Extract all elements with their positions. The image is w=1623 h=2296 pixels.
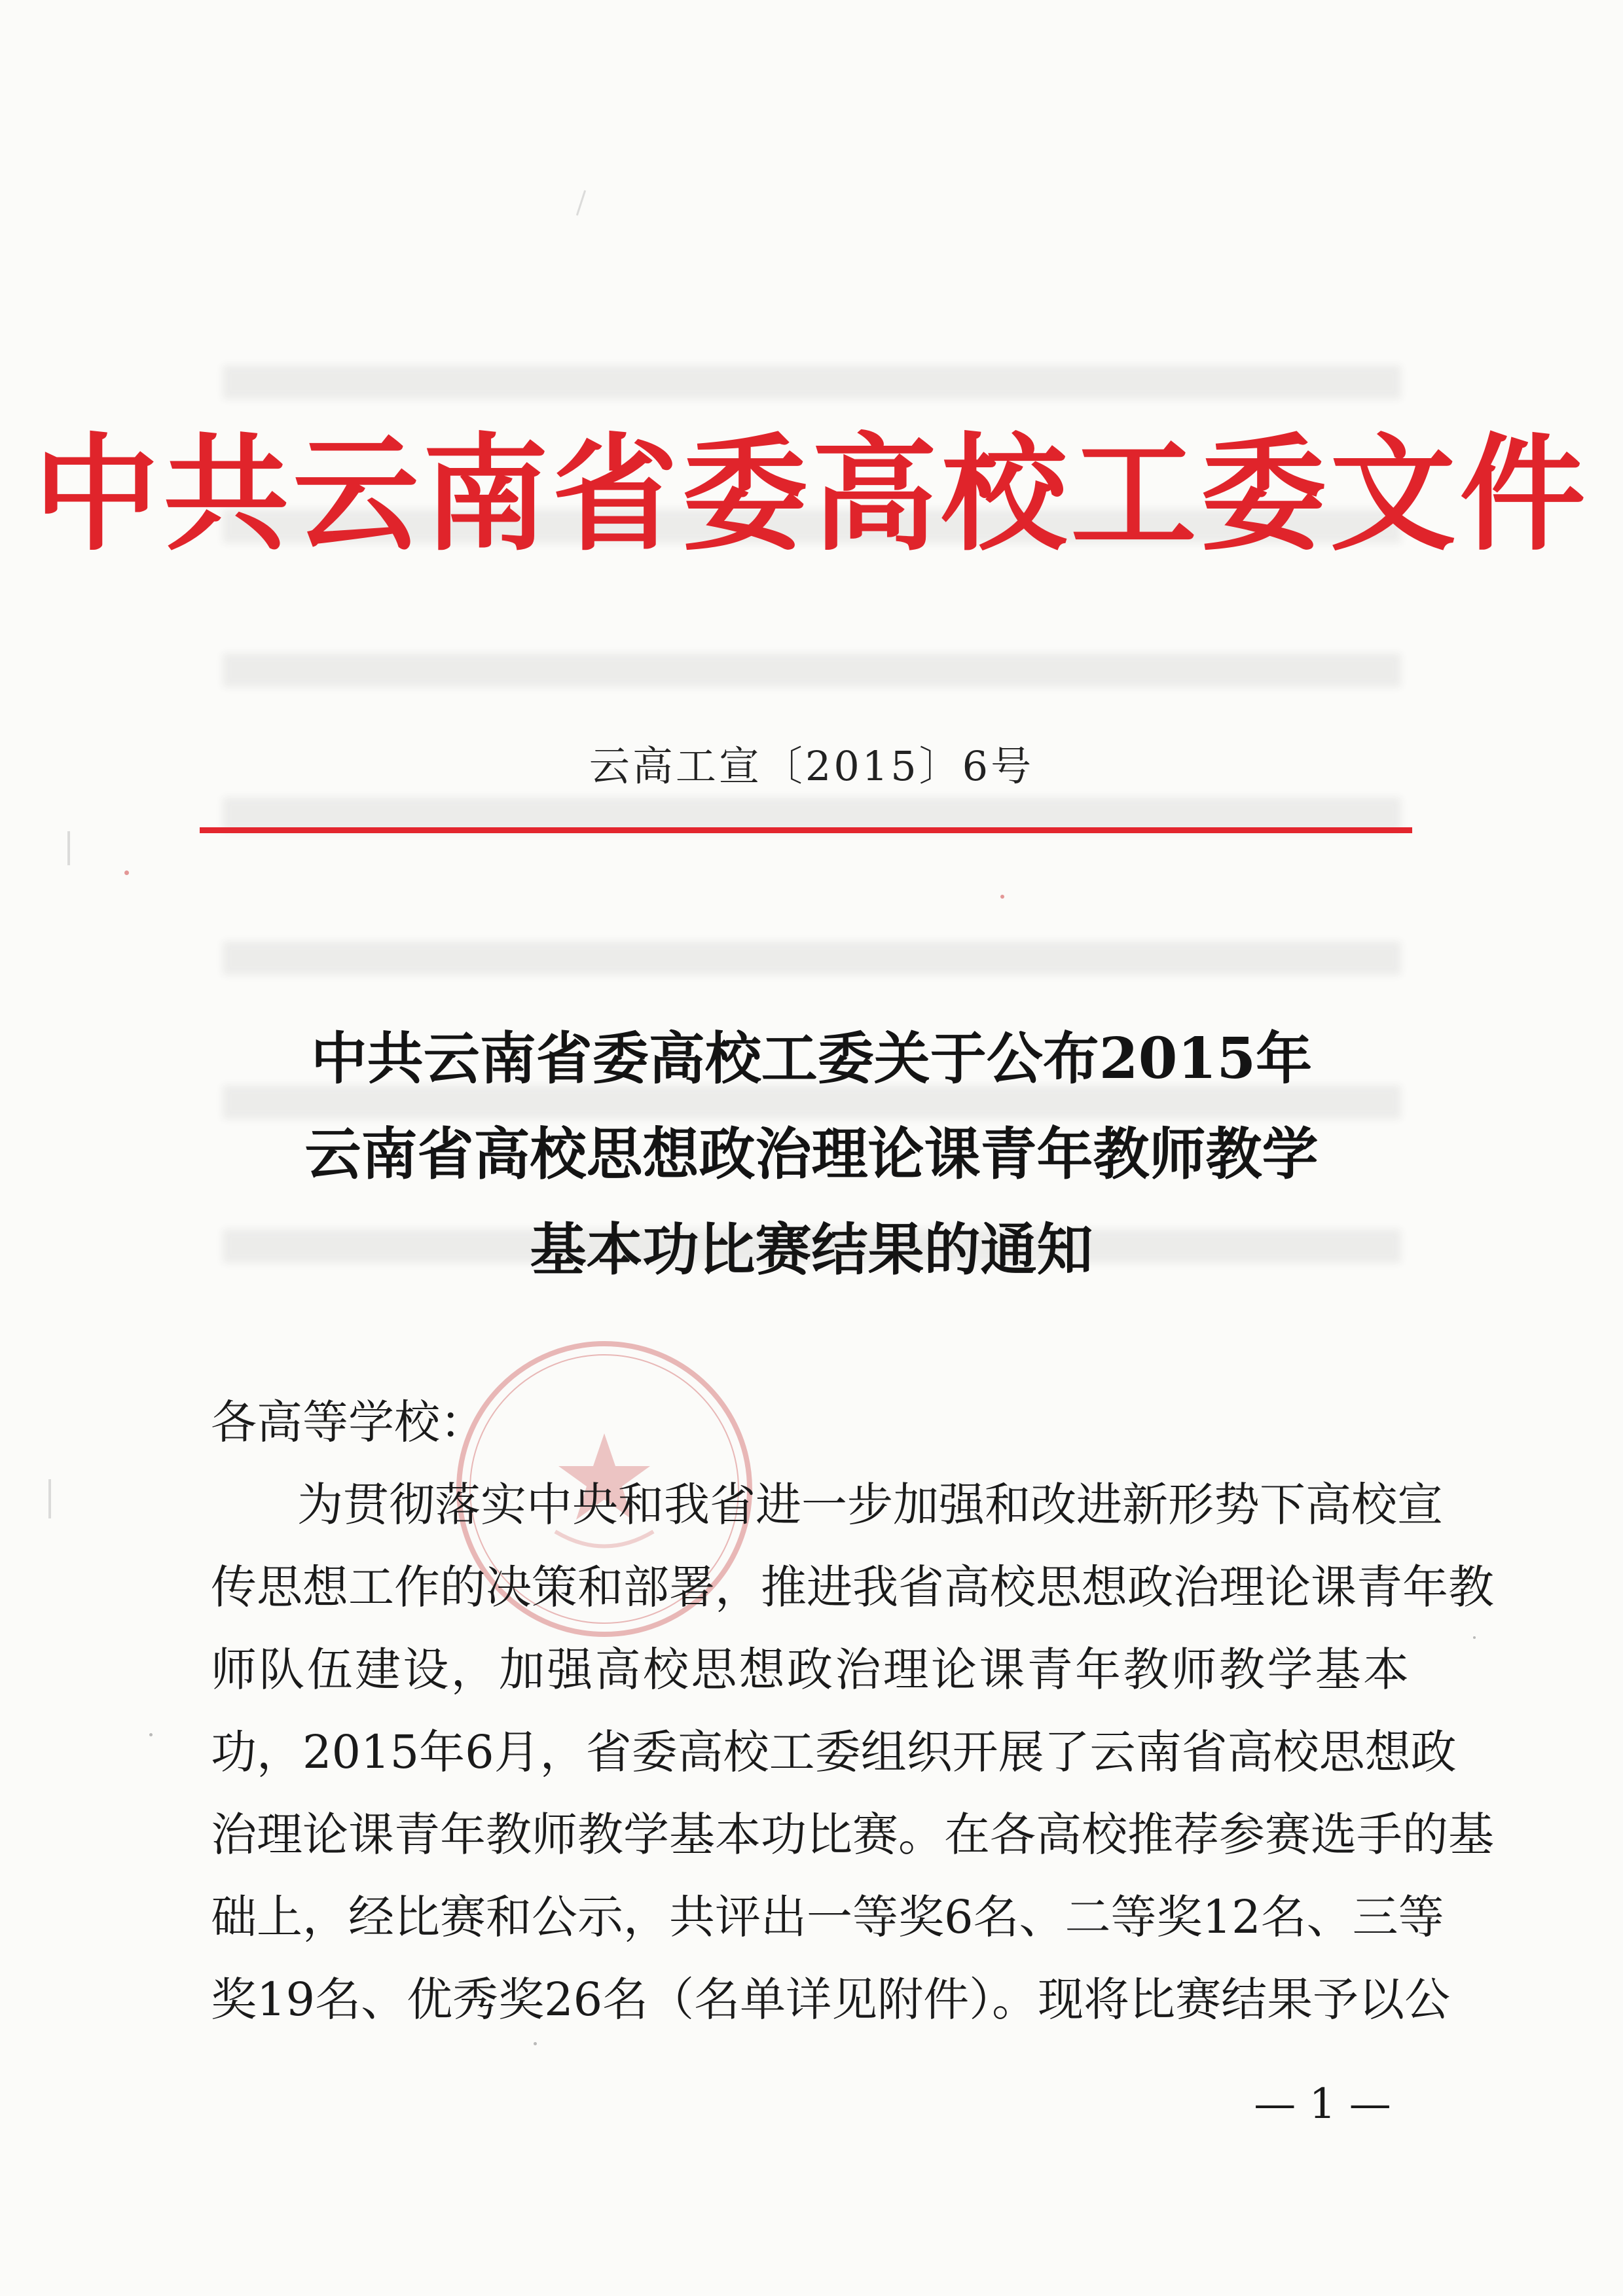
scan-artifact [534,2042,537,2045]
paragraph-line: 治理论课青年教师教学基本功比赛。在各高校推荐参赛选手的基 [211,1808,1494,1861]
scan-artifact [149,1733,153,1736]
scan-artifact [48,1479,51,1518]
paragraph-line: 师队伍建设，加强高校思想政治理论课青年教师教学基本 [211,1643,1409,1696]
paragraph-line: 奖19名、优秀奖26名（名单详见附件）。现将比赛结果予以公 [211,1973,1451,2026]
notice-title [0,1011,1623,1298]
issuer-header-title: 中共云南省委高校工委文件 [33,421,1590,568]
scan-artifact [1000,895,1004,899]
page-number: — 1 — [1254,2080,1391,2128]
notice-title-line: 中共云南省委高校工委关于公布2015年 [310,1026,1313,1092]
scan-artifact [576,190,586,216]
notice-body [211,1381,1494,2041]
notice-title-line: 云南省高校思想政治理论课青年教师教学 [304,1121,1319,1187]
document-number: 云高工宣〔2015〕6号 [589,742,1034,790]
red-divider-line [200,827,1412,833]
paragraph-line: 为贯彻落实中央和我省进一步加强和改进新形势下高校宣 [297,1478,1443,1532]
scan-artifact [124,870,129,875]
salutation: 各高等学校： [211,1395,486,1449]
paragraph-line: 传思想工作的决策和部署，推进我省高校思想政治理论课青年教 [211,1560,1494,1614]
scan-artifact [67,831,70,865]
notice-title-line: 基本功比赛结果的通知 [530,1217,1093,1283]
paragraph-line: 础上，经比赛和公示，共评出一等奖6名、二等奖12名、三等 [211,1890,1444,1944]
scan-artifact [1473,1636,1476,1639]
paragraph-line: 功，2015年6月，省委高校工委组织开展了云南省高校思想政 [211,1725,1457,1779]
